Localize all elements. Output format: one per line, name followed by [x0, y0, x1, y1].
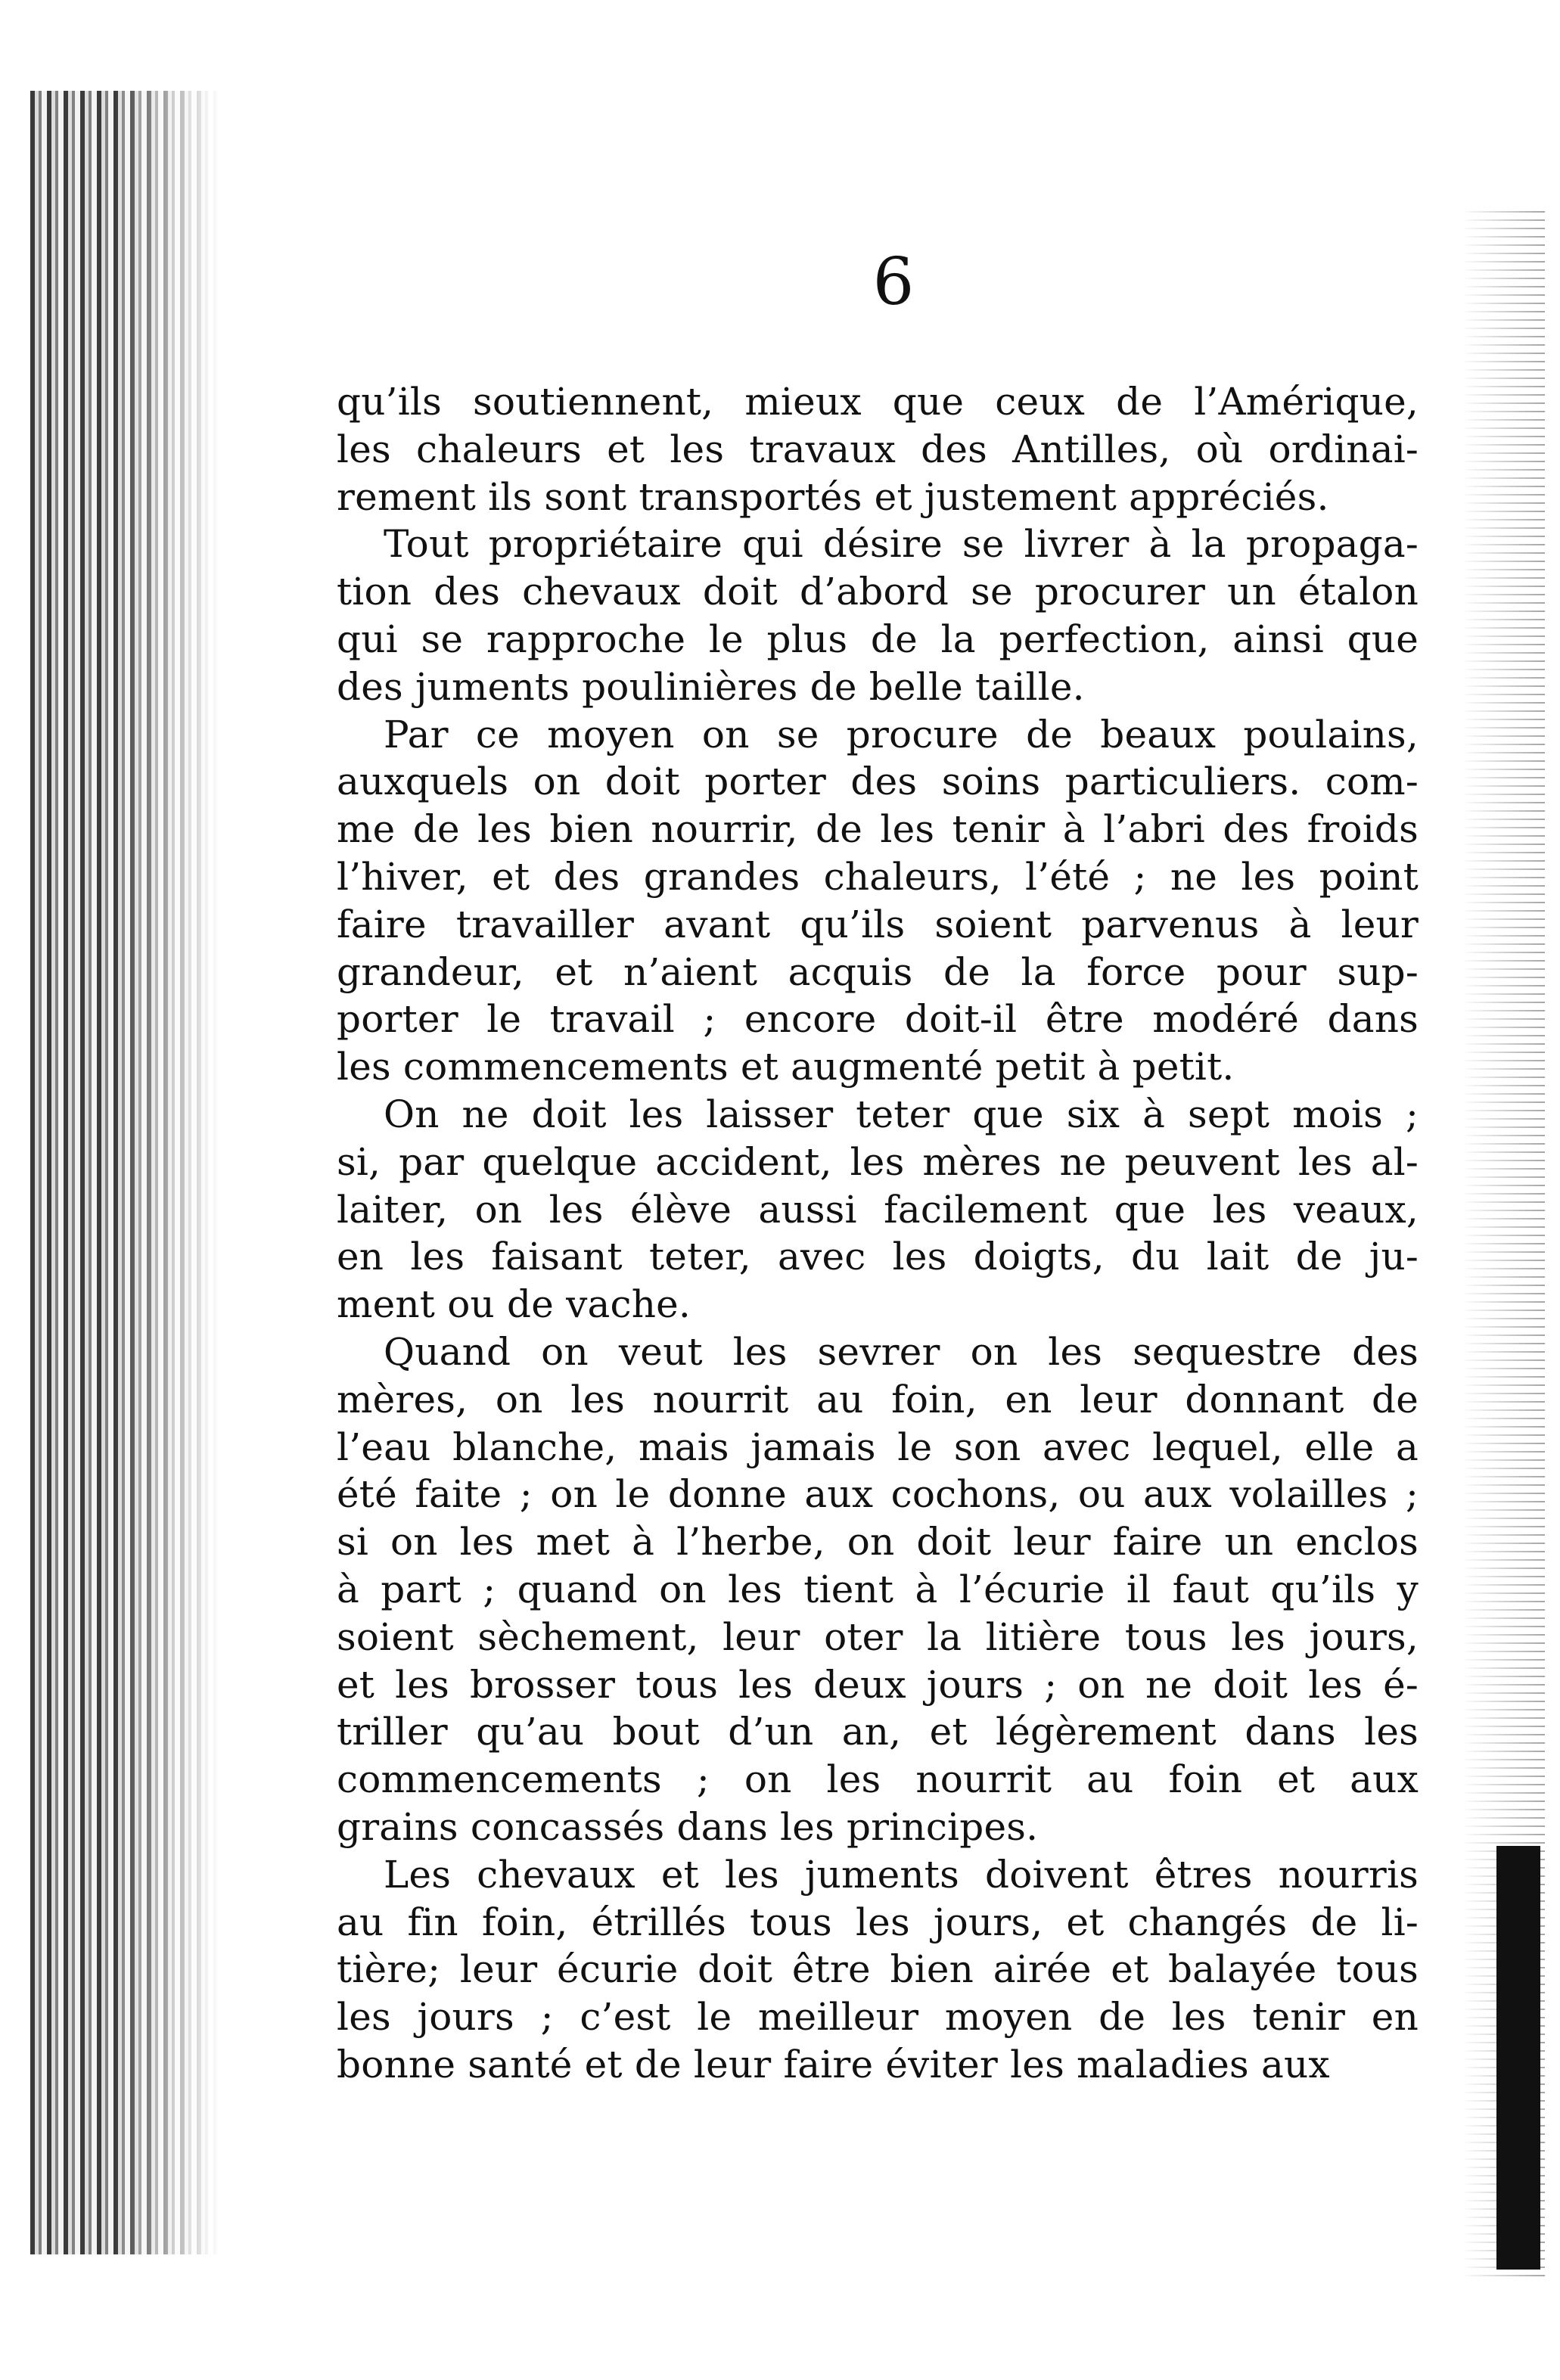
text-line: les chaleurs et les travaux des Antilles, où ordinai-	[337, 427, 1419, 471]
text-line: Tout propriétaire qui désire se livrer à la propaga-	[384, 522, 1419, 567]
text-line: On ne doit les laisser teter que six à sept mois ;	[384, 1092, 1419, 1136]
text-line: les commencements et augmenté petit à petit.	[337, 1045, 1235, 1089]
page-number: 6	[872, 244, 915, 320]
text-line: auxquels on doit porter des soins particuliers. com-	[337, 760, 1419, 804]
text-line: grandeur, et n’aient acquis de la force pour sup-	[337, 949, 1419, 994]
text-line: Par ce moyen on se procure de beaux poulains,	[384, 712, 1419, 757]
text-line: l’hiver, et des grandes chaleurs, l’été ; ne les point	[337, 854, 1419, 899]
text-line: qu’ils soutiennent, mieux que ceux de l’Amérique,	[337, 380, 1419, 424]
body-text	[337, 378, 1419, 2089]
text-line: été faite ; on le donne aux cochons, ou aux volailles ;	[337, 1472, 1419, 1517]
text-line: commencements ; on les nourrit au foin et aux	[337, 1757, 1419, 1802]
text-line: mères, on les nourrit au foin, en leur donnant de	[337, 1377, 1419, 1421]
text-line: à part ; quand on les tient à l’écurie il faut qu’ils y	[337, 1567, 1419, 1611]
text-line: si on les met à l’herbe, on doit leur faire un enclos	[337, 1520, 1419, 1564]
text-line: soient sèchement, leur oter la litière tous les jours,	[337, 1614, 1419, 1659]
text-line: si, par quelque accident, les mères ne peuvent les al-	[337, 1139, 1419, 1184]
paragraph	[337, 520, 1419, 710]
text-line: Les chevaux et les juments doivent êtres nourris	[384, 1852, 1419, 1897]
text-line: au fin foin, étrillés tous les jours, et changés de li-	[337, 1900, 1419, 1944]
text-line: me de les bien nourrir, de les tenir à l’abri des froids	[337, 807, 1419, 852]
text-line: et les brosser tous les deux jours ; on ne doit les é-	[337, 1662, 1419, 1707]
text-line: bonne santé et de leur faire éviter les maladies aux	[337, 2042, 1330, 2086]
text-line: ment ou de vache.	[337, 1282, 691, 1327]
text-line: les jours ; c’est le meilleur moyen de les tenir en	[337, 1995, 1419, 2040]
binding-shadow-left	[30, 91, 219, 2254]
text-line: tion des chevaux doit d’abord se procurer un étalon	[337, 570, 1419, 614]
text-line: en les faisant teter, avec les doigts, du lait de ju-	[337, 1235, 1419, 1279]
text-line: l’eau blanche, mais jamais le son avec lequel, elle a	[337, 1425, 1419, 1469]
paragraph	[337, 1091, 1419, 1328]
paragraph	[337, 1328, 1419, 1851]
text-line: laiter, on les élève aussi facilement que les veaux,	[337, 1187, 1419, 1232]
text-line: des juments poulinières de belle taille.	[337, 664, 1085, 709]
text-line: grains concassés dans les principes.	[337, 1804, 1039, 1849]
paragraph	[337, 378, 1419, 520]
text-line: rement ils sont transportés et justement appréciés.	[337, 474, 1329, 519]
page-edge-shadow	[1496, 1846, 1540, 2270]
text-line: qui se rapproche le plus de la perfection, ainsi que	[337, 617, 1419, 661]
text-line: porter le travail ; encore doit-il être modéré dans	[337, 997, 1419, 1042]
text-line: faire travailler avant qu’ils soient parvenus à leur	[337, 902, 1419, 946]
paragraph	[337, 1851, 1419, 2089]
text-line: tière; leur écurie doit être bien airée et balayée tous	[337, 1947, 1419, 1992]
text-line: triller qu’au bout d’un an, et légèrement dans les	[337, 1710, 1419, 1754]
text-line: Quand on veut les sevrer on les sequestre des	[384, 1329, 1419, 1374]
paragraph	[337, 711, 1419, 1091]
